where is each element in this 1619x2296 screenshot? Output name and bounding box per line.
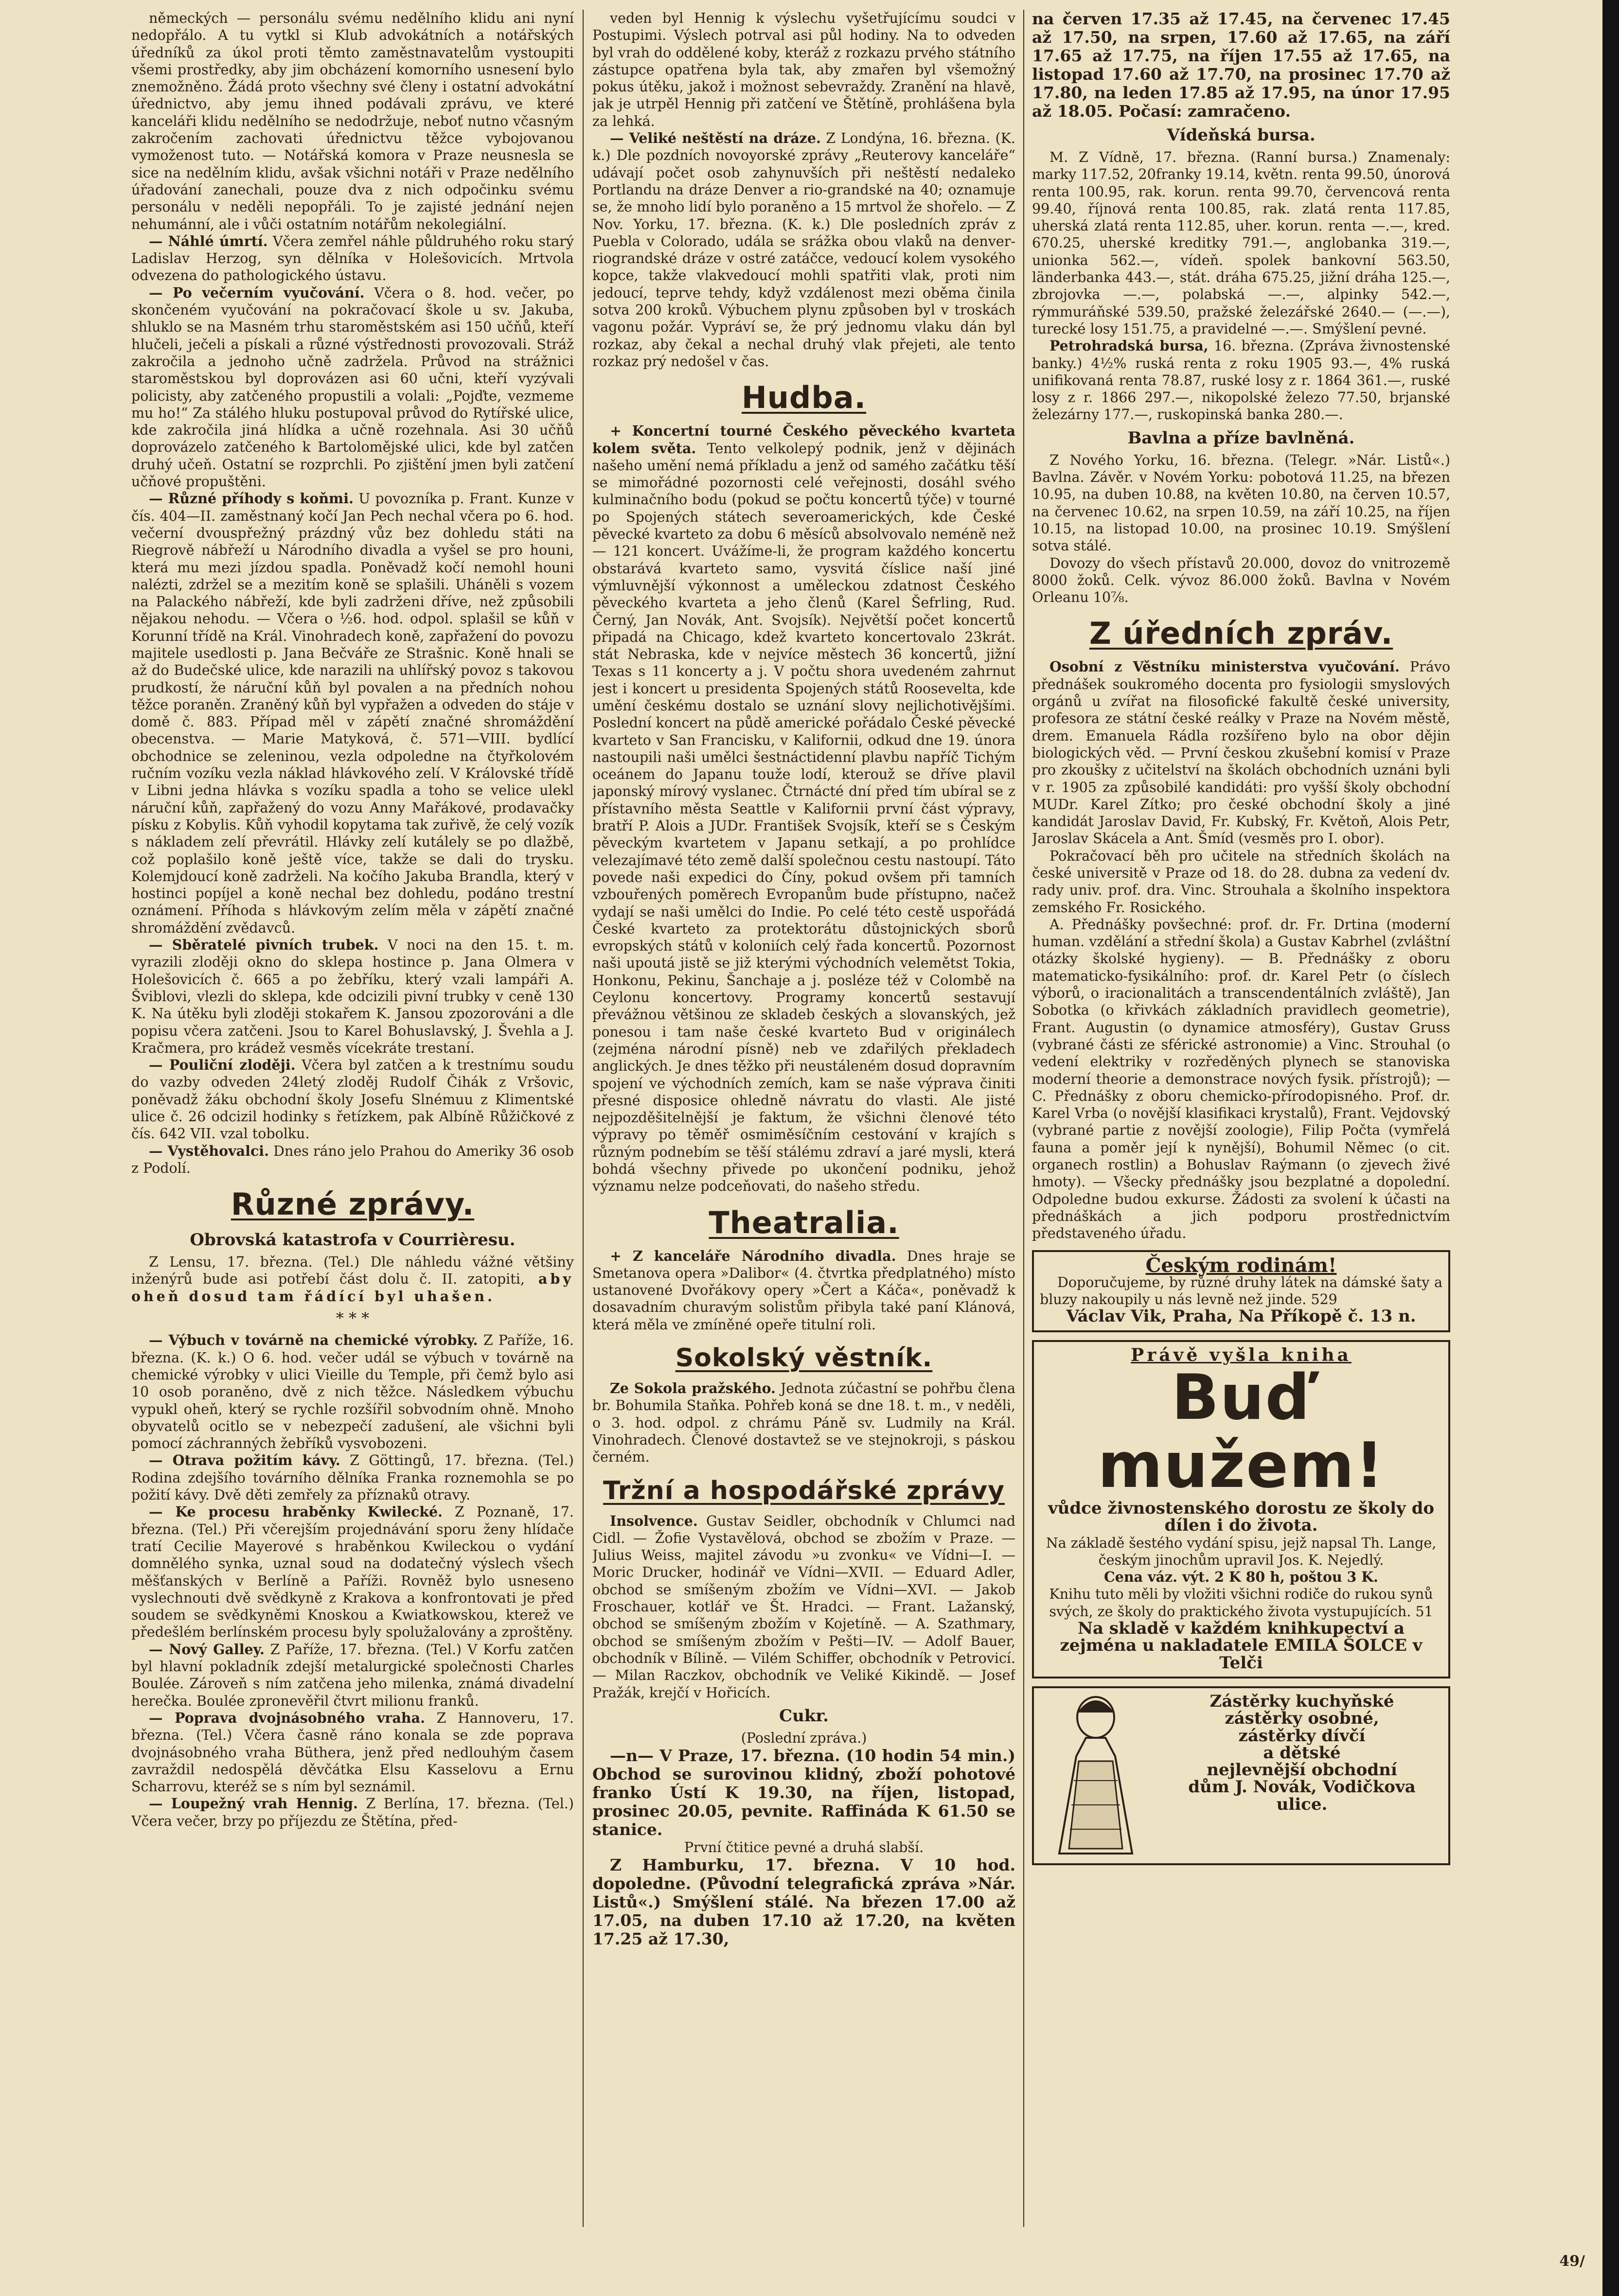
article-paragraph [131,936,574,1057]
market-text: na červen 17.35 až 17.45, na červenec 17.45 až 17.50, na srpen, 17.60 až 17.65, na září 17.65 až 17.75, na říjen 17.55 až 17.65, na listopad 17.60 až 17.70, na prosinec 17.70 až 17.80, na leden 17.85 až 17.95, na únor 17.95 až 18.05. [1032,10,1450,121]
article-paragraph [131,1332,574,1452]
article-text: Dnes hraje se Smetanova opera »Dalibor« (4. čtvrtka předplatného) místo ustanovené Dvořákovy opery »Čert a Káča«, poněvadž k dosavadním churavým solistům přibyla také paní Klánová, která měla ve zmíněné opeře titulní roli. [592,1248,1015,1333]
article-paragraph: M. Z Vídně, 17. března. (Ranní bursa.) Znamenaly: marky 117.52, 20franky 19.14, květn. renta 99.50, únorová renta 100.95, rak. korun. renta 99.70, červencová renta 99.40, říjnová renta 100.85, rak. zlatá renta 117.85, uherská zlatá renta 112.85, uher. korun. renta —.—, kred. 670.25, uherské kreditky 791.—, anglobanka 319.—, unionka 562.—, vídeň. spolek bankovní 563.50, länderbanka 443.—, stát. dráha 675.25, jižní dráha 125.—, zbrojovka —.—, polabská —.—, alpinky 542.—, rýmmuráňské 539.50, pražské železářské 2640.— (—.—), turecké losy 151.75, a pravidelné —.—. Smýšlení pevné. [1032,149,1450,337]
article-lead: — Po večerním vyučování. [149,284,365,301]
article-paragraph [592,130,1015,370]
ad-number: 529 [1311,1291,1337,1308]
article-text: U povozníka p. Frant. Kunze v čís. 404—II. zaměstnaný kočí Jan Pech nechal včera po 6. hod. večerní dvouspřežný prázdný vůz bez dohledu státi na Riegrově nábřeží u Národního divadla a vyšel se pro houni, která mu mezi jízdou spadla. Poněvadž kočí nemohl houni nalézti, zdržel se a mezitím koně se splašili. Uháněli s vozem na Palackého nábřeží, kde byli zadrženi dříve, než způsobili nějakou nehodu. — Včera o ½6. hod. odpol. splašil se kůň v Korunní třídě na Král. Vinohradech koně, zapřažení do povozu majitele usedlosti p. Jana Bečváře ze Strašnic. Koně hnali se až do Budečské ulice, kde narazili na uhlířský povoz s takovou prudkostí, že náruční kůň byl povalen a na předních nohou těžce poraněn. Zraněný kůň byl vypřažen a odveden do stáje v domě č. 883. Případ měl v zápětí značné shromáždění obecenstva. — Marie Matyková, č. 571—VIII. bydlící obchodnice se zeleninou, vezla odpoledne na čtyřkolovém ručním vozíku vezla náklad hlávkového zelí. V Královské třídě v Libni jedna hlávka s vozíku spadla a toho se velice ulekl náruční kůň, zapřažený do vozu Anny Mařákové, prodavačky písku z Kobylis. Kůň vyhodil kopytama tak zuřivě, že celý vozík s nákladem zelí převrátil. Hlávky zelí kutálely se po dlažbě, což poplašilo koně ještě více, takže se dali do trysku. Kolemjdoucí koně zadrželi. Na kočího Jakuba Brandla, který v hostinci popíjel a koně nechal bez dohledu, podáno trestní oznámení. Příhoda s hlávkovým zelím měla v zápětí značné shromáždění zvědavců. [131,491,574,936]
article-text: Včera o 8. hod. večer, po skončeném vyučování na pokračovací škole u sv. Jakuba, shluklo se na Masném trhu staroměstském asi 150 učňů, kteří hlučeli, ječeli a pískali a různé výstřednosti provozovali. Stráž zakročila a jednoho učně zadržela. Průvod na strážnici staroměstskou byl doprovázen asi 60 učni, kteří vyzývali policisty, aby zatčeného propustili a volali: „Pojďte, vezmeme mu ho!“ Za stálého hluku postupoval průvod do Rytířské ulice, kde zakročila jiná hlídka a učně rozehnala. Asi 30 učňů doprovázelo zatčeného k Bartolomějské ulici, kde byl zatčen druhý učeň. Ostatní se rozprchli. Po zjištění jmen byli zatčení učňové propuštěni. [131,284,574,490]
book-title: Buď mužem! [1098,1361,1385,1502]
article-note: První čtitice pevné a druhá slabší. [684,1839,924,1856]
article-paragraph [131,490,574,936]
article-lead: Osobní z Věstníku ministerstva vyučování. [1050,658,1400,675]
article-emphasis: aby oheň dosud tam řádící byl uhašen. [131,1271,574,1305]
article-paragraph [131,1143,574,1177]
article-text: Z Londýna, 16. března. (K. k.) Dle pozdních novoyorské zprávy „Reuterovy kanceláře“ udávají počet osob zahynuvších při neštěstí nedaleko Portlandu na dráze Denver a rio-grandské na 40; oznamuje se, že mnoho lidí bylo poraněno a 15 mrtvol že shořelo. — Z Nov. Yorku, 17. března. (K. k.) Dle posledních zpráv z Puebla v Colorado, udála se srážka obou vlaků na denver-riograndské dráze v ostré zatáčce, vedoucí kolem vysokého kopce, takže vlakvedoucí mohli spatřiti vlak, proti nim jedoucí, teprve tehdy, když vzdálenost mezi oběma činila sotva 200 kroků. Výbuchem plynu způsoben byl v troskách vagonu požár. Vypráví se, že prý jednomu vlaku dán byl rozkaz, aby čekal a nechal druhý vlak přejeti, ale tento rozkaz prý nedošel v čas. [592,130,1015,370]
section-heading: Z úředních zpráv. [1089,616,1393,652]
article-note: (Poslední zpráva.) [741,1730,867,1746]
article-lead: — Vystěhovalci. [149,1142,269,1159]
article-text: Z Paříže, 16. března. (K. k.) O 6. hod. večer udál se výbuch v továrně na chemické výrobky v ulici Vieille du Temple, při čemž bylo asi 10 osob poraněno, dvě z nich těžce. Následkem výbuchu vypukl oheň, který se rychle rozšířil sobvodním ohně. Mnoho obyvatelů ocitlo se v nebezpečí zadušení, ale všichni byli pomocí záchranných žebříků vysvobozeni. [131,1332,574,1452]
ad-price: Cena váz. výt. 2 K 80 h, poštou 3 K. [1104,1569,1378,1586]
ad-line: dům J. Novák, Vodičkova ulice. [1188,1777,1416,1814]
article-paragraph [592,423,1015,1195]
article-paragraph [131,284,574,491]
article-heading: Bavlna a příze bavlněná. [1127,428,1355,448]
article-paragraph: A. Přednášky povšechné: prof. dr. Fr. Drtina (moderní human. vzdělání a střední škola) a Gustav Kabrhel (zvláštní otázky školské hygieny). — B. Přednášky z oboru matematicko-fysikálního: prof. dr. Karel Petr (o číslech výborů, o iracionalitách a transcendentálních zvláště), Jan Sobotka (o křivkách základních pravidlech geometrie), Frant. Augustin (o dynamice atmosféry), Gustav Gruss (vybrané části ze sférické astronomie) a Vinc. Strouhal (o vedení elektriky v rozředěných plynech se stanoviska moderní theorie a demonstrace nových fysik. přístrojů); — C. Přednášky z oboru chemicko-přírodopisného. Prof. dr. Karel Vrba (o novější klasifikaci krystalů), Frant. Vejdovský (vybrané partie z novější zoologie), Filip Počta (vymřelá fauna a poměr její k nynější), Bohumil Němec (o cit. organech rostlin) a Bohuslav Raýmann (o zjevech živé hmoty). — Všecky přednášky jsou bezplatné a dopolední. Odpoledne budou exkurse. Žádosti za svolení k účasti na přednáškách a jich podporu prostřednictvím představeného úřadu. [1032,916,1450,1242]
ad-line: a dětské [1263,1743,1341,1763]
column-3 [1032,10,1450,2232]
market-report: —n— V Praze, 17. března. (10 hodin 54 min.) Obchod se surovinou klidný, zboží pohotové franko Ústí K 19.30, na říjen, listopad, prosinec 20.05, pevnite. Raffináda K 61.50 se stanice. [592,1746,1015,1839]
article-lead: + Koncertní tourné Českého pěveckého kvarteta kolem světa. [592,423,1015,457]
article-lead: — Výbuch v továrně na chemické výrobky. [149,1332,478,1349]
article-lead: Petrohradská bursa, [1050,337,1209,354]
ad-firm: Václav Vik, Praha, Na Příkopě č. 13 n. [1066,1307,1416,1326]
ad-number: 51 [1415,1603,1433,1620]
article-paragraph [592,1513,1015,1701]
article-lead: — Náhlé úmrtí. [149,232,268,249]
market-report [1032,10,1450,121]
article-paragraph [131,1641,574,1710]
article-text: Z Paříže, 17. března. (Tel.) V Korfu zatčen byl hlavní pokladník zdejší metalurgické společnosti Charles Boulée. Zároveň s ním zatčena jeho milenka, známá divadelní herečka. Boulée zpronevěřil čtvrt milionu franků. [131,1641,574,1709]
ad-line: nejlevnější obchodní [1207,1760,1397,1780]
separator-stars: * * * [336,1309,370,1328]
section-heading: Tržní a hospodářské zprávy [603,1476,1005,1505]
article-text: Z Hannoveru, 17. března. (Tel.) Včera časně ráno konala se zde poprava dvojnásobného vraha Büthera, jenž před nedlouhým časem zavraždil nedospělá děvčátka Elsu Kasselovu a Ernu Scharrovu, kteréž se s ním byl seznámil. [131,1710,574,1795]
article-text: V noci na den 15. t. m. vyrazili zloději okno do sklepa hostince p. Jana Olmera v Holešovicích č. 665 a po žebříku, který vzali lampáři A. Šviblovi, vlezli do sklepa, kde odcizili pivní trubky v ceně 130 K. Na útěku byli zloději stokařem K. Jansou zpozorováni a dle popisu včera zatčeni. Jsou to Karel Bohuslavský, J. Švehla a J. Kračmera, pro krádež vesměs vícekráte trestaní. [131,937,574,1056]
book-subtitle: vůdce živnostenského dorostu ze školy do dílen i do života. [1048,1499,1435,1536]
advertisement [1032,1250,1450,1332]
article-paragraph [131,1254,574,1305]
market-text: Počasí: zamračeno. [1118,102,1291,121]
section-heading: Různé zprávy. [231,1186,475,1222]
article-paragraph [592,1380,1015,1466]
article-lead: Insolvence. [610,1512,698,1529]
section-heading: Hudba. [741,380,867,416]
article-paragraph: veden byl Hennig k výslechu vyšetřujícímu soudci v Postupimi. Výslech potrval asi půl hodiny. Na to odveden byl vrah do oddělené koby, kteráž z rozkazu prvého státního zástupce opatřena byla tak, aby zmařen byl všemožný pokus útěku, jakož i možnost sebevraždy. Zranění na hlavě, jak je utrpěl Hennig při zatčení ve Štětíně, prohlášena byla za lehká. [592,10,1015,129]
ad-line: zástěrky osobné, [1225,1709,1379,1729]
article-text: Tento velkolepý podnik, jenž v dějinách našeho umění nemá příkladu a jenž od samého začátku těší se mimořádné pozornosti celé veřejnosti, dosáhl svého kulminačního bodu (pokud se počtu koncertů týče) v tourné po Spojených státech severoamerických, kde České pěvecké kvarteto za dobu 6 měsíců absolvovalo neméně než — 121 koncert. Uvážíme-li, že program každého koncertu obstarává kvarteto samo, vysvitá číslice naší jiné výmluvnější výkonnost a uměleckou zdatnost Českého pěveckého kvarteta a jeho členů (Karel Šefrling, Rud. Černý, Jan Novák, Ant. Svojsík). Největší počet koncertů připadá na Chicago, kdež kvarteto koncertovalo 23krát. stát Nebraska, kde v nejvíce městech 36 koncertů, jižní Texas s 11 koncerty a j. V počtu shora uvedeném zahrnut jest i koncert u presidenta Spojených států Roosevelta, kde umění českému dostalo se uznání slovy nejlichotivějšími. Poslední koncert na půdě americké pořádalo České pěvecké kvarteto v San Francisku, v Kalifornii, odkud dne 19. února nastoupili naši umělci šestnáctidenní plavbu napříč Tichým oceánem do Japanu touže lodí, kterouž se dříve plavil japonský mírový vyslanec. Čtrnácté dní před tím ubíral se z přístavního města Seattle v Kalifornii první část výpravy, bratří P. Alois a JUDr. František Svojsík, kteří se s Českým pěveckým kvartetem v Japanu setkají, a po prohlídce velezajímavé této země další společnou cestu nastoupí. Táto povede naši expedici do Číny, pokud ovšem při tamních vzbouřených poměrech Evropanům bude přístupno, načež vydají se naši umělci do Indie. Po celé této cestě uspořádá České kvarteto za protektorátu důstojnických sborů evropských států v koloniích celý řada koncertů. Pozornost naši upoutá jistě se již kterými východních velemětst Tokia, Honkonu, Pekinu, Šanchaje a j. posléze též v Colombě na Ceylonu koncertovy. Programy koncertů sestavují převážnou většinou ze skladeb českých a slovanských, jež ponesou i tam naše české kvarteto Bud v originálech (zejména národní písně) neb ve zdařilých překladech anglických. Je dnes těžko při neustáleném dosud dopravním spojení ve východních zemích, kam se naše výprava činiti přesné disposice ohledně návratu do vlasti. Ale jisté nejpozděšitelnější je faktum, že všichni členové této výpravy po těměř osmiměsíčním cestování v krajích s různým podnebím se těší stálému zdraví a jaré mysli, která bohdá všechny přivede po ukončení podniku, jehož významu nelze podceňovati, do našeho středu. [592,440,1015,1195]
article-paragraph [1032,658,1450,847]
article-lead: + Z kanceláře Národního divadla. [610,1247,896,1264]
ad-text [1040,1586,1442,1620]
article-heading: Vídeňská bursa. [1167,125,1316,145]
article-text: Včera byl zatčen a k trestnímu soudu do vazby odveden 24letý zloděj Rudolf Čihák z Vršovic, poněvadž žáku obchodní školy Josefu Slnémuu z Klimentské ulice č. 26 odcizil hodinky s řetízkem, pak Albíně Růžičkové z čís. 642 VII. vzal tobolku. [131,1057,574,1142]
column-1 [131,10,574,2232]
column-2 [592,10,1015,2232]
column-rule [583,10,584,2227]
article-lead: — Otrava požitím kávy. [149,1452,340,1469]
article-text: Z Poznaně, 17. března. (Tel.) Při včerejším projednávání sporu ženy hlídače tratí Cecilie Mayerové s hraběnkou Kwileckou o vydání domnělého synka, uznal soud na dodatečný výslech všech měšťanských v Berlíně a Paříži. Rovněž bylo usneseno vyslechnouti dvě svědkyně z Krakova a konfrontovati je před soudem se svědkyněmi Knoskou a Kwiatkowskou, kterež ve předešlém berlínském procesu byly spolužalovány a zproštěny. [131,1504,574,1641]
article-paragraph: německých — personálu svému nedělního klidu ani nyní nedopřálo. A tu vytkl si Klub advokátních a notářských úředníků za úkol proti těmto zaměstnavatelům vystoupiti všemi prostředky, aby jim obcházení komorního usnesení bylo znemožněno. Žádá proto všechny své členy i ostatní advokátní úřednictvo, aby jemu ihned podávali zprávu, ve které kanceláři klidu nedělního se nedodržuje, neboť nutno včasným zakročením zachovati úřednictvu těžce vybojovanou vymoženost tuto. — Notářská komora v Praze neusnesla se sice na nedělním klidu, avšak všichni notáři v Praze nedělního úřadování zanechali, pouze dva z nich odpočinku svému personálu v neděli nepopřáli. To je zajisté jednání nejen nehumánní, ale i vůči ostatním notářům nekolegiální. [131,10,574,232]
article-lead: — Loupežný vrah Hennig. [149,1795,358,1812]
section-heading: Theatralia. [709,1204,899,1240]
ad-line: Zástěrky kuchyňské [1210,1691,1394,1711]
article-lead: — Nový Galley. [149,1641,265,1658]
ad-body: Doporučujeme, by různé druhy látek na dámské šaty a bluzy nakoupily u nás levně než jinde. [1040,1274,1442,1308]
article-text: Z Lensu, 17. března. (Tel.) Dle náhledu vážné většiny inženýrů bude asi potřebí část dolu č. II. zatopiti, [131,1254,574,1288]
article-paragraph [131,1057,574,1142]
ad-text [1040,1274,1442,1308]
article-paragraph [131,1452,574,1503]
article-text: Dnes ráno jelo Prahou do Ameriky 36 osob z Podolí. [131,1143,574,1176]
ad-heading: Právě vyšla kniha [1131,1344,1352,1365]
article-heading: Obrovská katastrofa v Courrièresu. [190,1230,516,1250]
article-paragraph [131,1710,574,1795]
article-paragraph: Pokračovací běh pro učitele na středních školách na české universitě v Praze od 18. do 28. dubna za vedení dv. rady univ. prof. dra. Vinc. Strouhala a školního inspektora zemského Fr. Rosického. [1032,848,1450,916]
section-heading: Sokolský věstník. [675,1343,933,1373]
page-edge [1602,0,1619,2296]
article-lead: — Ke procesu hraběnky Kwilecké. [149,1503,443,1520]
ad-heading: Českým rodinám! [1145,1254,1337,1277]
apron-advertisement [1032,1686,1450,1865]
apron-ad-text [1161,1693,1442,1813]
article-lead: — Sběratelé pivních trubek. [149,936,379,954]
ad-publisher: Na skladě v každém knihkupectví a zejména u nakladatele EMILA ŠOLCE v Telči [1060,1619,1423,1673]
article-text: Z Göttingů, 17. března. (Tel.) Rodina zdejšího továrního dělníka Franka roznemohla se po požití kávy. Dvě děti zemřely za příznaků otravy. [131,1452,574,1503]
article-heading: Cukr. [779,1706,829,1726]
article-paragraph [131,1503,574,1641]
article-paragraph: Dovozy do všech přístavů 20.000, dovoz do vnitrozemě 8000 žoků. Celk. vývoz 86.000 žoků. Bavlna v Novém Orleanu 10⅞. [1032,555,1450,606]
article-text: Z Berlína, 17. března. (Tel.) Včera večer, brzy po příjezdu ze Štětína, před- [131,1796,574,1829]
article-lead: — Poprava dvojnásobného vraha. [149,1709,426,1726]
book-advertisement [1032,1340,1450,1678]
ad-body: Knihu tuto měli by vložiti všichni rodiče do rukou synů svých, ze školy do praktického života vystupujících. [1049,1586,1433,1620]
article-text: Gustav Seidler, obchodník v Chlumci nad Cidl. — Žofie Vystavělová, obchod se zbožím v Praze. — Julius Weiss, majitel závodu »u zvonku« ve Vídni—I. — Moric Drucker, hodinář ve Vídni—XVII. — Eduard Adler, obchod se smíšeným zbožím ve Vídni—XVI. — Jakob Froschauer, kotlář ve Št. Hradci. — Frant. Lažanský, obchod se smíšeným zbožím v Kojetíně. — A. Szathmary, obchod se smíšeným zbožím v Pešti—IV. — Adolf Bauer, obchodník v Bílině. — Vilém Schiffer, obchodník v Petrovicí. — Milan Raczkov, obchodník ve Veliké Kikindě. — Josef Pražák, krejčí v Hořicích. [592,1513,1015,1701]
article-paragraph [131,1795,574,1830]
market-report: Z Hamburku, 17. března. V 10 hod. dopoledne. (Původní telegrafická zpráva »Nár. Listů«.) Smýšlení stálé. Na březen 17.00 až 17.05, na duben 17.10 až 17.20, na květen 17.25 až 17.30, [592,1855,1015,1949]
column-rule [1023,10,1024,2227]
article-paragraph [592,1248,1015,1333]
article-text: Právo přednášek soukromého docenta pro fysiologii smyslových orgánů u zvířat na filosofické fakultě české university, profesora ze státní české reálky v Praze na Novém městě, drem. Emanuela Rádla rozšířeno bylo na obor dějin biologických věd. — První českou zkušební komisí v Praze pro zkoušky z učitelství na školách obchodních uznáni byli v r. 1905 za způsobilé kandidáti: pro vyšší školy obchodní MUDr. Karel Zítko; pro české obchodní školy a jiné kandidát Jaroslav David, Fr. Kubský, Fr. Květoň, Alois Petr, Jaroslav Skácela a Ant. Šmíd (vesměs pro I. obor). [1032,659,1450,847]
article-paragraph: Z Nového Yorku, 16. března. (Telegr. »Nár. Listů«.) Bavlna. Závěr. v Novém Yorku: pobotová 11.25, na březen 10.95, na duben 10.88, na květen 10.80, na červen 10.57, na červenec 10.62, na srpen 10.59, na září 10.25, na říjen 10.15, na listopad 10.00, na prosinec 10.19. Smýšlení sotva stálé. [1032,452,1450,554]
woman-illustration-icon [1040,1693,1152,1858]
article-lead: — Různé příhody s koňmi. [149,490,354,507]
article-paragraph [131,233,574,284]
ad-line: zástěrky dívčí [1238,1726,1366,1746]
article-text: 16. března. (Zpráva živnostenské banky.) 4½% ruská renta z roku 1905 93.—, 4% ruská unifikovaná renta 78.87, ruské losy z r. 1864 361.—, ruské losy z r. 1866 297.—, nikopolské železo 77.50, brjanské železárny 177.—, ruskopinská banka 280.—. [1032,338,1450,423]
page-number: 49/ [1559,2253,1585,2270]
article-lead: — Veliké neštěstí na dráze. [610,130,821,147]
article-paragraph [1032,337,1450,423]
ad-body: Na základě šestého vydání spisu, jejž napsal Th. Lange, českým jinochům upravil Jos. K. Nejedlý. [1046,1535,1437,1568]
article-lead: Ze Sokola pražského. [610,1380,776,1397]
article-text: Včera zemřel náhle půldruhého roku starý Ladislav Herzog, syn dělníka v Holešovicích. Mrtvola odvezena do pathologického ústavu. [131,233,574,284]
article-lead: — Pouliční zloději. [149,1057,296,1074]
article-text: Jednota zúčastní se pohřbu člena br. Bohumila Staňka. Pohřeb koná se dne 18. t. m., v neděli, o 3. hod. odpol. z chrámu Páně sv. Ludmily na Král. Vinohradech. Členové dostavtež se ve stejnokroji, s páskou černém. [592,1380,1015,1466]
